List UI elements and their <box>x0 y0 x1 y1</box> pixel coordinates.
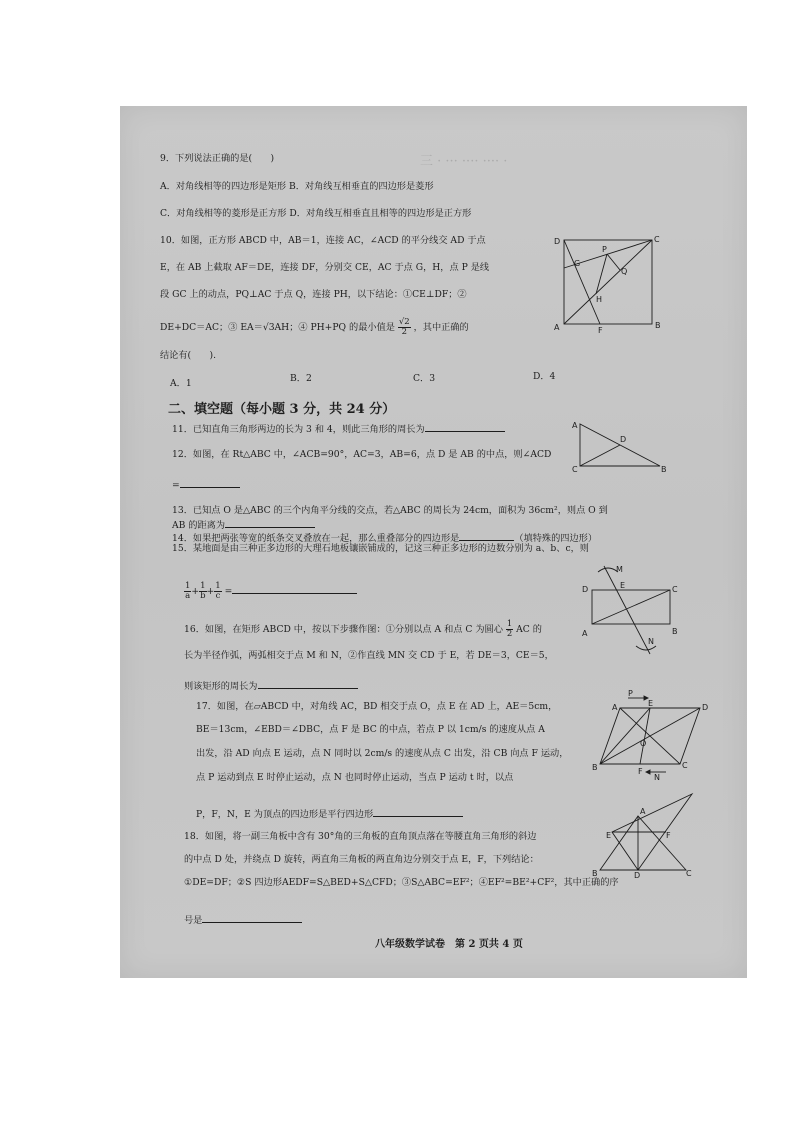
q15-equals: = <box>224 586 233 597</box>
q9-options-ab: A．对角线相等的四边形是矩形 B．对角线互相垂直的四边形是菱形 <box>160 181 434 192</box>
q17-label-f: F <box>638 767 643 776</box>
q15-num-a: 1 <box>185 581 191 591</box>
q15-frac-c <box>214 582 221 601</box>
q18-line-3: ①DE=DF；②S 四边形AEDF=S△BED+S△CFD；③S△ABC=EF²；④EF²=BE²+CF²，其中正确的序 <box>184 877 619 888</box>
q17-label-n: N <box>654 773 660 780</box>
q15-num-c: 1 <box>215 581 221 591</box>
q14-answer-blank[interactable] <box>459 530 514 541</box>
q9-options-cd: C．对角线相等的菱形是正方形 D．对角线互相垂直且相等的四边形是正方形 <box>160 208 472 219</box>
q18-answer-blank[interactable] <box>202 912 302 923</box>
q16-label-m: M <box>616 565 623 574</box>
q16-line-1 <box>184 620 542 639</box>
q18-label-c: C <box>686 869 692 878</box>
q16-label-n: N <box>648 637 654 646</box>
q17-answer-blank[interactable] <box>373 806 463 817</box>
q10-label-g: G <box>574 259 581 268</box>
q12-label-b: B <box>661 465 667 474</box>
q13-answer-blank[interactable] <box>225 517 315 528</box>
q16-line-2: 长为半径作弧，两弧相交于点 M 和 N，②作直线 MN 交 CD 于 E，若 DE＝3，CE＝5， <box>184 650 554 661</box>
q16-rectangle-figure <box>578 562 688 662</box>
q12-label-c: C <box>572 465 578 474</box>
q10-label-f: F <box>598 326 603 334</box>
q17-label-d: D <box>702 703 709 712</box>
q18-label-f: F <box>666 831 671 840</box>
q10-line-1: 10．如图，正方形 ABCD 中，AB＝1，连接 AC，∠ACD 的平分线交 AD 于点 <box>160 235 486 246</box>
q10-label-a: A <box>554 323 560 332</box>
q16-line-3 <box>184 678 358 693</box>
q10-frac-num: √2 <box>398 317 410 327</box>
q15-expression <box>184 582 357 601</box>
q10-option-b: B．2 <box>290 373 312 384</box>
q17-line-3: 出发，沿 AD 向点 E 运动，点 N 同时以 2cm/s 的速度从点 C 出发，沿 CB 向点 F 运动， <box>196 748 569 759</box>
q10-label-h: H <box>596 295 603 304</box>
q15-plus-2: + <box>206 586 215 597</box>
q15-plus-1: + <box>191 586 200 597</box>
q10-frac-den: 2 <box>401 327 407 337</box>
q18-label-d: D <box>634 871 641 880</box>
q18-label-b: B <box>592 869 598 878</box>
q10-square-figure <box>552 232 672 334</box>
section-2-heading: 二、填空题（每小题 3 分，共 24 分） <box>168 402 396 417</box>
q17-line-1: 17．如图，在▱ABCD 中，对角线 AC，BD 相交于点 O，点 E 在 AD 上，AE＝5cm， <box>196 701 558 712</box>
q10-option-a: A．1 <box>170 378 192 389</box>
q17-label-b: B <box>592 763 598 772</box>
q18-triangles-figure <box>590 790 700 880</box>
q17-label-e: E <box>648 699 654 708</box>
q11-text <box>172 421 505 436</box>
q13-line-1: 13．已知点 O 是△ABC 的三个内角平分线的交点，若△ABC 的周长为 24cm，面积为 36cm²，则点 O 到 <box>172 505 608 516</box>
q10-option-c: C．3 <box>413 373 436 384</box>
q11-answer-blank[interactable] <box>425 421 505 432</box>
q12-line-2 <box>172 477 240 492</box>
q16-label-d: D <box>582 585 589 594</box>
q9-stem: 9．下列说法正确的是( ) <box>160 153 275 164</box>
q15-den-b: b <box>200 591 206 601</box>
q10-label-b: B <box>655 321 661 330</box>
q15-answer-blank[interactable] <box>232 583 357 594</box>
q18-stem-4: 号是 <box>184 915 203 926</box>
q16-label-b: B <box>672 627 678 636</box>
q12-line-1: 12．如图，在 Rt△ABC 中，∠ACB=90°，AC=3，AB=6，点 D 是 AB 的中点，则∠ACD <box>172 449 552 460</box>
q15-num-b: 1 <box>200 581 206 591</box>
q16-fraction <box>506 620 513 639</box>
q11-stem: 11．已知直角三角形两边的长为 3 和 4，则此三角形的周长为 <box>172 424 425 435</box>
q10-line-4 <box>160 318 469 337</box>
q16-line-1b: AC 的 <box>516 624 542 635</box>
q18-line-4 <box>184 912 302 927</box>
q10-label-c: C <box>654 235 660 244</box>
q17-stem-5: P，F，N，E 为顶点的四边形是平行四边形 <box>196 809 374 820</box>
q10-option-d: D．4 <box>533 371 556 382</box>
q10-label-d: D <box>554 237 561 246</box>
q10-line-4a: DE+DC＝AC；③ EA＝√3AH；④ PH+PQ 的最小值是 <box>160 322 395 333</box>
q14-stem: 14．如果把两张等宽的纸条交叉叠放在一起，那么重叠部分的四边形是 <box>172 533 460 544</box>
q18-label-a: A <box>640 807 646 816</box>
q12-label-a: A <box>572 421 578 430</box>
q12-answer-blank[interactable] <box>180 477 240 488</box>
q13-stem-2: AB 的距离为 <box>172 520 226 531</box>
q16-label-e: E <box>620 581 626 590</box>
q17-line-5 <box>196 806 463 821</box>
q16-label-c: C <box>672 585 678 594</box>
q16-line-1a: 16．如图，在矩形 ABCD 中，按以下步骤作图：①分别以点 A 和点 C 为圆心 <box>184 624 503 635</box>
q16-label-a: A <box>582 629 588 638</box>
q15-den-c: c <box>215 591 221 601</box>
q10-line-5: 结论有( ). <box>160 350 217 361</box>
q17-label-p: P <box>628 689 633 698</box>
q17-line-4: 点 P 运动到点 E 时停止运动，点 N 也同时停止运动，当点 P 运动 t 时，以点 <box>196 772 514 783</box>
q17-line-2: BE＝13cm，∠EBD＝∠DBC，点 F 是 BC 的中点，若点 P 以 1cm/s 的速度从点 A <box>196 724 545 735</box>
q18-label-e: E <box>606 831 612 840</box>
q12-eq: = <box>172 480 180 491</box>
q17-label-c: C <box>682 761 688 770</box>
q16-stem-3: 则该矩形的周长为 <box>184 681 258 692</box>
q15-den-a: a <box>185 591 191 601</box>
q10-line-3: 段 GC 上的动点，PQ⊥AC 于点 Q，连接 PH，以下结论：①CE⊥DF；② <box>160 289 467 300</box>
q18-line-1: 18．如图，将一副三角板中含有 30°角的三角板的直角顶点落在等腰直角三角形的斜边 <box>184 831 537 842</box>
bleed-through-text: 三 · ··· ···· ···· · <box>420 154 508 169</box>
q10-label-p: P <box>602 245 607 254</box>
q16-answer-blank[interactable] <box>258 678 358 689</box>
q17-label-o: O <box>640 739 647 748</box>
q10-line-2: E，在 AB 上截取 AF＝DE，连接 DF，分别交 CE，AC 于点 G，H，点 P 是线 <box>160 262 490 273</box>
q17-parallelogram-figure <box>592 688 712 780</box>
q10-line-4b: ，其中正确的 <box>413 322 469 333</box>
q16-frac-num: 1 <box>506 619 513 629</box>
q10-fraction <box>398 318 411 337</box>
q18-line-2: 的中点 D 处，并绕点 D 旋转，两直角三角板的两直角边分别交于点 E，F，下列结论： <box>184 854 539 865</box>
q14-hint: （填特殊的四边形） <box>514 533 598 544</box>
q15-line-1: 15．某地面是由三种正多边形的大理石地板镶嵌铺成的，记这三种正多边形的边数分别为 a、b、c，则 <box>172 543 589 554</box>
q10-label-q: Q <box>621 267 628 276</box>
q17-label-a: A <box>612 703 618 712</box>
page-footer: 八年级数学试卷 第 2 页共 4 页 <box>375 939 523 950</box>
q12-triangle-figure <box>570 418 670 474</box>
q16-frac-den: 2 <box>506 629 513 639</box>
q12-label-d: D <box>620 435 627 444</box>
q15-frac-b <box>199 582 206 601</box>
